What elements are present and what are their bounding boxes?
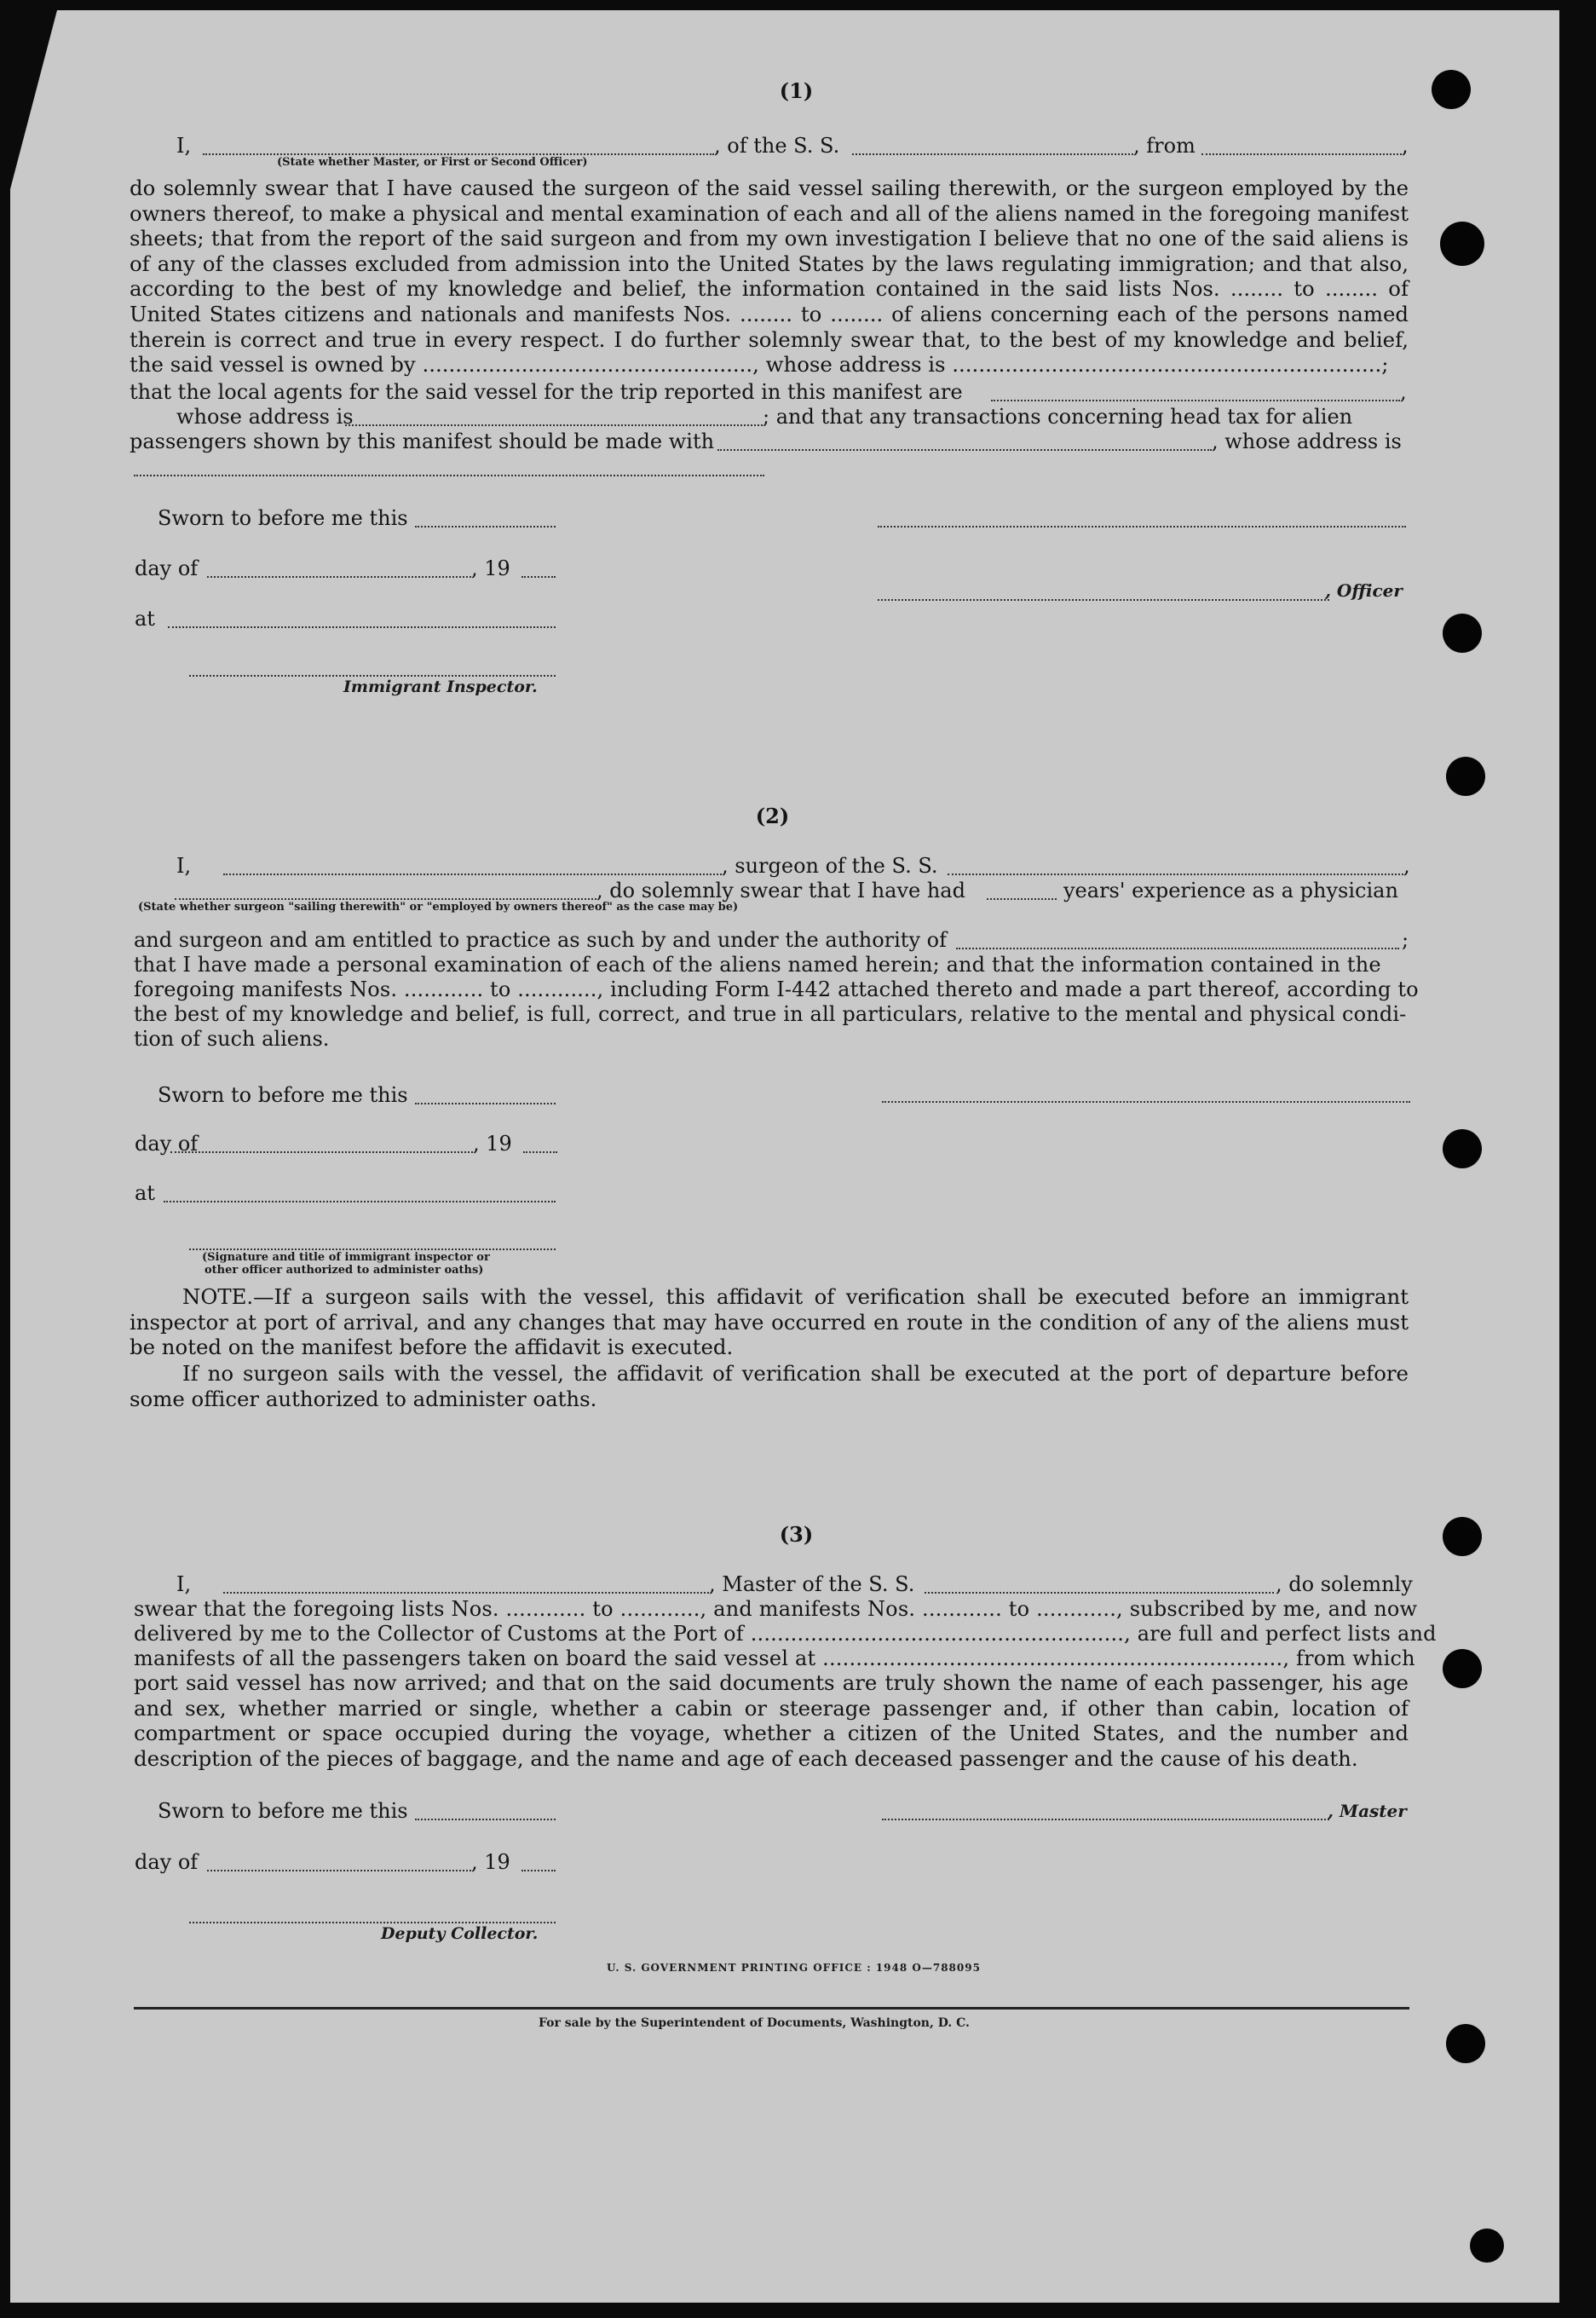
- s3-day: day of: [135, 1850, 199, 1874]
- gpo-imprint: U. S. GOVERNMENT PRINTING OFFICE : 1948 O—788095: [607, 1962, 981, 1974]
- section-1-heading: (1): [779, 78, 814, 103]
- s2-signature-blank: [882, 1101, 1410, 1103]
- s2-line1-ss: , surgeon of the S. S.: [722, 854, 938, 878]
- s2-authority-blank: [956, 948, 1399, 949]
- s3-line1-solemnly: , do solemnly: [1276, 1572, 1413, 1596]
- s1-year-blank: [521, 576, 556, 578]
- s2-years-blank: [987, 898, 1057, 900]
- s1-year: , 19: [471, 556, 510, 580]
- s3-year: , 19: [471, 1850, 510, 1874]
- s2-year: , 19: [473, 1132, 512, 1156]
- binder-hole: [1440, 222, 1484, 266]
- sale-notice: For sale by the Superintendent of Documents, Washington, D. C.: [539, 2016, 970, 2030]
- s1-ship-blank: [852, 153, 1133, 155]
- s3-line1-ss: , Master of the S. S.: [709, 1572, 915, 1596]
- s2-at: at: [135, 1181, 155, 1205]
- binder-hole: [1443, 1649, 1482, 1688]
- s3-collector-label: Deputy Collector.: [381, 1924, 539, 1943]
- s3-paragraph: port said vessel has now arrived; and that on the said documents are truly shown the name of each passenger, his age and sex, whether married or single, whether a cabin or steerage passenger and, if other than cabin, location of compartment or space occupied during the voyage, whether a citizen of the United States, and the number and description of the pieces of baggage, and the name and age of each deceased passenger and the cause of his death.: [134, 1670, 1409, 1771]
- s3-master-blank: [223, 1592, 709, 1594]
- s2-day: day of: [135, 1132, 199, 1156]
- s2-note-a: [130, 1284, 1409, 1360]
- s2-note-b: [130, 1361, 1409, 1411]
- s2-sworn-blank: [415, 1103, 556, 1104]
- s1-inspector-blank: [189, 675, 556, 677]
- s1-at: at: [135, 607, 155, 631]
- s1-inspector-label: Immigrant Inspector.: [343, 678, 538, 696]
- s1-sworn: Sworn to before me this: [158, 506, 408, 530]
- s2-line4: that I have made a personal examination of each of the aliens named herein; and that the information contained in the: [134, 953, 1381, 977]
- s3-line3: delivered by me to the Collector of Customs at the Port of ........................................................, are full and perfect lists and: [134, 1622, 1437, 1646]
- s2-line1-i: I,: [176, 854, 192, 878]
- s1-passengers-blank: [717, 449, 1212, 451]
- binder-hole: [1446, 2024, 1485, 2063]
- s2-sig-note-2: other officer authorized to administer oaths): [205, 1264, 484, 1277]
- s2-sworn: Sworn to before me this: [158, 1083, 408, 1107]
- s2-day-blank: [170, 1151, 473, 1153]
- s2-line1-comma: ,: [1403, 854, 1410, 878]
- s3-day-blank: [207, 1870, 471, 1871]
- s3-sworn: Sworn to before me this: [158, 1799, 408, 1823]
- s1-line1-ss: , of the S. S.: [714, 134, 840, 158]
- s1-sworn-blank: [415, 526, 556, 528]
- s2-status-note: (State whether surgeon "sailing therewith" or "employed by owners thereof" as the case may be): [138, 901, 739, 914]
- s2-at-blank: [164, 1201, 556, 1202]
- binder-hole: [1446, 757, 1485, 796]
- s3-year-blank: [521, 1870, 556, 1871]
- s2-status-blank: [175, 898, 596, 900]
- s1-whose-blank: [345, 424, 763, 426]
- binder-hole: [1443, 614, 1482, 653]
- s1-agents-comma: ,: [1400, 380, 1407, 404]
- s1-officer-label: , Officer: [1325, 580, 1403, 601]
- s2-year-blank: [523, 1151, 557, 1153]
- s3-sworn-blank: [415, 1819, 556, 1820]
- s3-master-sig-blank: [882, 1819, 1329, 1820]
- s2-inspector-blank: [189, 1248, 556, 1250]
- s2-ship-blank: [948, 874, 1403, 875]
- s1-line1-comma: ,: [1402, 134, 1409, 158]
- s1-officer-blank: [878, 599, 1329, 601]
- section-2-heading: (2): [755, 804, 790, 828]
- s2-surgeon-blank: [223, 874, 722, 875]
- s2-note-b-text: If no surgeon sails with the vessel, the affidavit of verification shall be executed at the port of departure before some officer authorized to administer oaths.: [130, 1361, 1409, 1411]
- s2-line2-swear: , do solemnly swear that I have had: [596, 879, 965, 902]
- s1-line1-i: I,: [176, 134, 192, 158]
- s1-oath-paragraph: do solemnly swear that I have caused the surgeon of the said vessel sailing therewith, or the surgeon employed by the owners thereof, to make a physical and mental examination of each and all of the aliens named in the foregoing manifest sheets; that from the report of the said surgeon and from my own investigation I believe that no one of the said aliens is of any of the classes excluded from admission into the United States by the laws regulating immigration; and that also, according to the best of my knowledge and belief, the information contained in the said lists Nos. ........ to ........ of United States citizens and nationals and manifests Nos. ........ to ........ of aliens concerning each of the persons named therein is correct and true in every respect. I do further solemnly swear that, to the best of my knowledge and belief, the said vessel is owned by .................................................., whose address is .................................................................;: [130, 176, 1409, 378]
- s2-line5: foregoing manifests Nos. ............ to ............, including Form I-442 attached thereto and made a part thereof, according to: [134, 977, 1419, 1001]
- s3-ship-blank: [925, 1592, 1274, 1594]
- s2-note-a-text: NOTE.—If a surgeon sails with the vessel, this affidavit of verification shall be executed before an immigrant inspector at port of arrival, and any changes that may have occurred en route in the condition of any of the aliens must be noted on the manifest before the affidavit is executed.: [130, 1284, 1409, 1360]
- binder-hole: [1443, 1129, 1482, 1168]
- s2-line3-end: ;: [1402, 928, 1409, 952]
- s3-line4: manifests of all the passengers taken on board the said vessel at ....................................................................., from which: [134, 1646, 1415, 1670]
- s1-agents-blank: [991, 400, 1400, 401]
- s3-line1-i: I,: [176, 1572, 192, 1596]
- s1-line1-from: , from: [1133, 134, 1196, 158]
- s1-agents-line: that the local agents for the said vessel for the trip reported in this manifest are: [130, 380, 963, 404]
- s2-line3: and surgeon and am entitled to practice as such by and under the authority of: [134, 928, 947, 952]
- s3-collector-blank: [189, 1922, 556, 1923]
- s2-line2-years: years' experience as a physician: [1063, 879, 1398, 902]
- s3-line2: swear that the foregoing lists Nos. ............ to ............, and manifests Nos. ............ to ............, subscribed by me, and now: [134, 1597, 1418, 1621]
- s3-master-label: , Master: [1328, 1801, 1407, 1821]
- s1-master-blank: [203, 153, 714, 155]
- s1-whose-address-2: , whose address is: [1212, 430, 1402, 453]
- s1-final-address-blank: [134, 475, 764, 476]
- s1-day: day of: [135, 556, 199, 580]
- s1-from-blank: [1201, 153, 1402, 155]
- s1-at-blank: [168, 626, 556, 628]
- footer-rule: [134, 2007, 1409, 2010]
- binder-hole: [1470, 2229, 1504, 2263]
- s2-line7: tion of such aliens.: [134, 1027, 330, 1051]
- s1-signature-blank: [878, 526, 1406, 528]
- s1-passengers-line: passengers shown by this manifest should be made with: [130, 430, 715, 453]
- s2-sig-note-1: (Signature and title of immigrant inspector or: [202, 1251, 490, 1264]
- s1-officer-note: (State whether Master, or First or Second Officer): [277, 156, 588, 169]
- s2-line6: the best of my knowledge and belief, is full, correct, and true in all particulars, relative to the mental and physical condi-: [134, 1002, 1407, 1026]
- section-3-heading: (3): [779, 1522, 814, 1547]
- s1-head-tax: ; and that any transactions concerning head tax for alien: [763, 405, 1353, 429]
- s1-day-blank: [207, 576, 471, 578]
- s1-whose-address: whose address is: [176, 405, 354, 429]
